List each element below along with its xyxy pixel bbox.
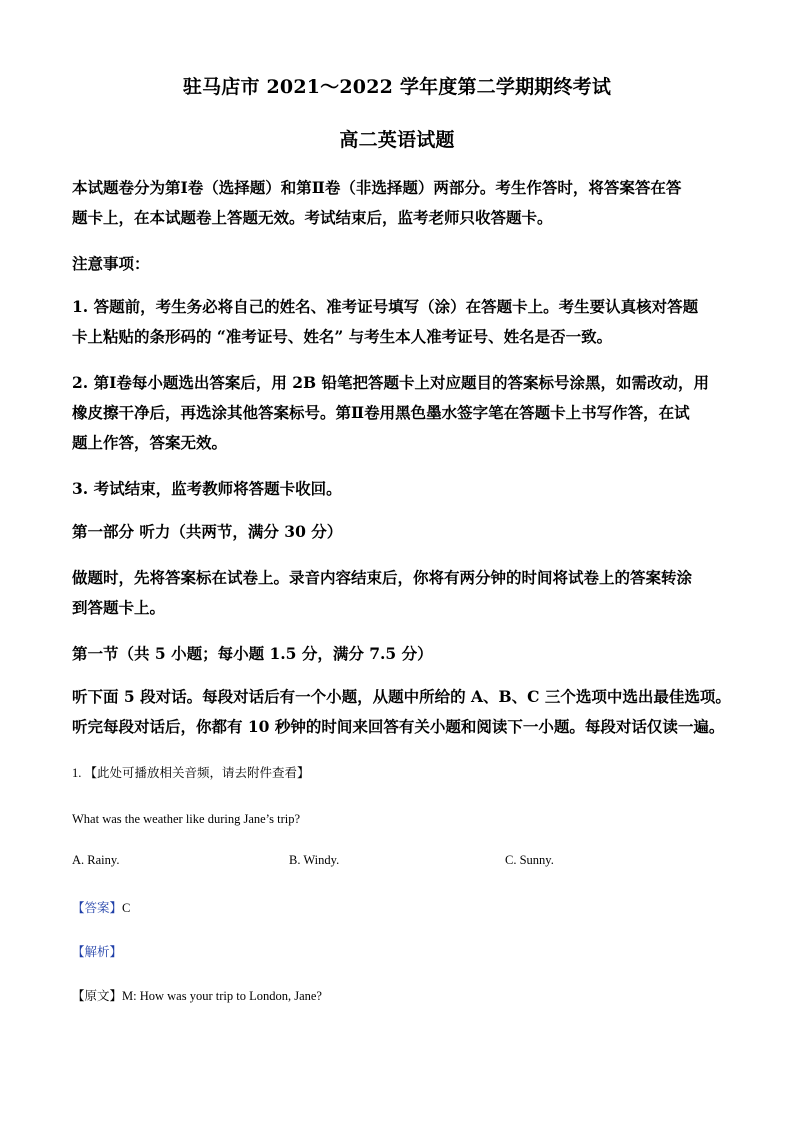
part1-heading: 第一部分 听力（共两节，满分 30 分） [72,522,343,541]
note-3: 3. 考试结束，监考教师将答题卡收回。 [72,479,342,498]
original-text: M: How was your trip to London, Jane? [122,989,322,1003]
note-2-line-1: 2. 第Ⅰ卷每小题选出答案后，用 2B 铅笔把答题卡上对应题目的答案标号涂黑，如需改动，用 [72,373,710,392]
answer-label: 【答案】 [72,901,123,915]
section1-instruction-line-2: 听完每段对话后，你都有 10 秒钟的时间来回答有关小题和阅读下一小题。每段对话仅读一遍。 [72,717,725,736]
notes-heading: 注意事项： [72,254,150,273]
option-c: C. Sunny. [505,853,554,867]
question-1-prompt: What was the weather like during Jane’s trip? [72,812,301,826]
original-line [72,986,732,1006]
original-label: 【原文】 [72,989,123,1003]
note-2-line-3: 题上作答，答案无效。 [72,433,228,452]
note-1-line-2: 卡上粘贴的条形码的 “准考证号、姓名” 与考生本人准考证号、姓名是否一致。 [72,327,613,346]
analysis-line [72,942,732,962]
section1-instruction-line-1: 听下面 5 段对话。每段对话后有一个小题，从题中所给的 A、B、C 三个选项中选出最佳选项。 [72,687,731,706]
intro-line-2: 题卡上，在本试题卷上答题无效。考试结束后，监考老师只收答题卡。 [72,208,553,227]
intro-line-1: 本试题卷分为第Ⅰ卷（选择题）和第Ⅱ卷（非选择题）两部分。考生作答时，将答案答在答 [72,178,682,197]
exam-title: 驻马店市 2021～2022 学年度第二学期期终考试 [182,76,612,98]
answer-line [72,898,732,918]
option-b: B. Windy. [289,853,340,867]
option-a: A. Rainy. [72,853,120,867]
question-1-audio-note: 1. 【此处可播放相关音频，请去附件查看】 [72,766,310,780]
answer-value: C [122,901,131,915]
note-2-line-2: 橡皮擦干净后，再选涂其他答案标号。第Ⅱ卷用黑色墨水签字笔在答题卡上书写作答，在试 [72,403,690,422]
exam-subtitle: 高二英语试题 [339,129,455,151]
part1-desc-line-1: 做题时，先将答案标在试卷上。录音内容结束后，你将有两分钟的时间将试卷上的答案转涂 [72,568,693,587]
section1-heading: 第一节（共 5 小题；每小题 1.5 分，满分 7.5 分） [72,644,433,663]
note-1-line-1: 1. 答题前，考生务必将自己的姓名、准考证号填写（涂）在答题卡上。考生要认真核对答题 [72,297,699,316]
analysis-label: 【解析】 [72,945,123,959]
part1-desc-line-2: 到答题卡上。 [72,598,166,617]
